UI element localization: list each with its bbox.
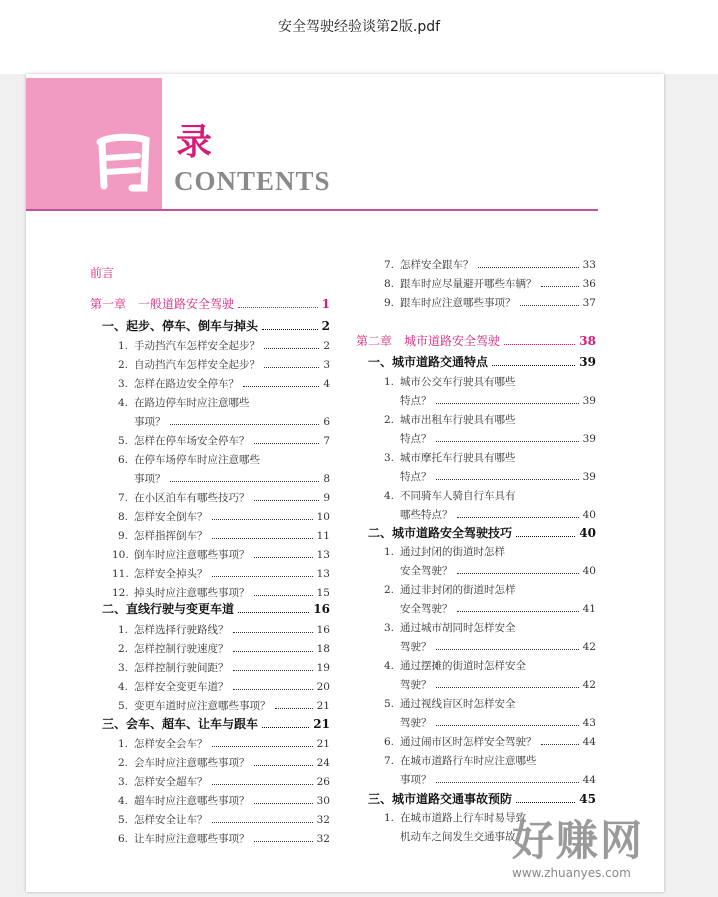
toc-item[interactable] [112,660,330,675]
leader-dots [436,782,579,783]
viewer-title-bar [0,0,718,74]
toc-page-number: 42 [582,679,596,691]
leader-dots [233,651,313,652]
toc-entry-number: 3. [117,378,128,390]
toc-entry-number: 8. [117,511,128,523]
toc-page-number: 41 [582,603,596,615]
toc-page-number: 11 [316,530,330,542]
toc-section[interactable] [102,600,330,617]
toc-entry-number: 8. [383,278,394,290]
leader-dots [436,649,579,650]
toc-item[interactable] [112,490,330,505]
toc-item[interactable] [112,509,330,524]
toc-entry-text: 在城市道路上行车时易导致 [400,812,526,824]
toc-entry-number: 2. [117,359,128,371]
toc-page-number: 1 [321,297,330,311]
toc-entry-number: 3. [117,662,128,674]
toc-page-number: 32 [316,833,330,845]
toc-entry-line[interactable] [112,452,260,467]
toc-item[interactable] [378,601,596,616]
toc-item[interactable] [112,433,330,448]
leader-dots [212,822,313,823]
toc-page-number: 30 [316,795,330,807]
toc-item[interactable] [378,276,596,291]
toc-entry-number: 5. [117,435,128,447]
toc-entry-text: 7. 怎样安全跟车？ [378,257,474,272]
watermark [500,808,710,888]
toc-item[interactable] [112,471,330,486]
toc-section[interactable] [368,790,596,807]
toc-entry-text: 机动车之间发生交通事故 [400,831,516,843]
toc-item[interactable] [112,414,330,429]
leader-dots [254,500,320,501]
toc-entry-number: 4. [383,660,394,672]
toc-entry-text: 1. 怎样安全会车？ [112,736,208,751]
toc-entry-line[interactable] [378,620,516,635]
heading-character: 录 [176,121,213,163]
toc-item[interactable] [378,393,596,408]
toc-entry-text: 7. 在小区泊车有哪些技巧？ [112,490,250,505]
toc-entry-number: 3. [383,622,394,634]
toc-entry-text: 哪些特点？ [400,509,453,521]
toc-page-number: 39 [582,433,596,445]
leader-dots [170,424,320,425]
toc-entry-text: 10. 倒车时应注意哪些事项？ [112,549,250,561]
toc-item[interactable] [112,812,330,827]
toc-entry-text: 5. 怎样在停车场安全停车？ [112,433,250,448]
toc-entry-text: 二、直线行驶与变更车道 [102,602,235,616]
leader-dots [254,841,313,842]
toc-page-number: 6 [323,416,330,428]
leader-dots [436,441,579,442]
toc-entry-number: 6. [117,454,128,466]
toc-entry-text: 通过摆摊的街道时怎样安全 [400,660,526,672]
leader-dots [212,538,313,539]
toc-entry-number: 1. [383,546,394,558]
toc-entry-number: 1. [117,340,128,352]
toc-entry-number: 6. [383,736,394,748]
leader-dots [233,632,313,633]
toc-entry-number: 6. [117,833,128,845]
toc-item[interactable] [112,566,330,581]
toc-entry-text: 4. 超车时应注意哪些事项？ [112,793,250,808]
toc-page-number: 33 [582,259,596,271]
toc-page-number: 21 [313,717,330,731]
toc-entry-text: 第一章 一般道路安全驾驶 [90,297,235,311]
toc-entry-text: 6. 让车时应注意哪些事项？ [112,831,250,846]
toc-entry-text: 三、城市道路交通事故预防 [368,792,513,806]
leader-dots [254,765,313,766]
leader-dots [436,403,579,404]
leader-dots [457,611,579,612]
toc-entry-number: 5. [117,700,128,712]
toc-page-number: 20 [316,681,330,693]
toc-page-number: 32 [316,814,330,826]
toc-item[interactable] [112,736,330,751]
toc-entry-line[interactable] [378,412,516,427]
toc-entry-number: 12. [112,587,129,599]
leader-dots [520,305,579,306]
toc-entry-text: 11. 怎样安全掉头？ [112,568,208,580]
toc-page-number: 3 [323,359,330,371]
toc-item[interactable] [112,528,330,543]
toc-page-number: 9 [323,492,330,504]
toc-entry-text: 2. 会车时应注意哪些事项？ [112,755,250,770]
toc-entry-number: 7. [117,492,128,504]
toc-preface[interactable]: 前言 [90,266,115,280]
toc-page-number: 2 [321,319,330,333]
toc-entry-number: 4. [117,795,128,807]
toc-entry-number: 4. [383,490,394,502]
leader-dots [436,479,579,480]
leader-dots [212,746,313,747]
toc-page-number: 38 [579,334,596,348]
toc-page-number: 8 [323,473,330,485]
leader-dots [478,267,579,268]
toc-chapter-1[interactable] [90,295,330,312]
leader-dots [516,802,575,803]
toc-entry-number: 3. [383,452,394,464]
watermark-logo: 好赚网 [512,816,645,865]
toc-page-number: 36 [582,278,596,290]
leader-dots [233,670,313,671]
leader-dots [457,517,579,518]
toc-entry-text: 在城市道路行车时应注意哪些 [400,755,537,767]
toc-item[interactable] [112,774,330,789]
leader-dots [212,784,313,785]
leader-dots [264,348,319,349]
leader-dots [238,307,318,308]
toc-entry-text: 4. 怎样安全变更车道？ [112,679,229,694]
toc-page-number: 18 [316,643,330,655]
toc-section[interactable] [102,317,330,334]
toc-page-number: 13 [316,549,330,561]
toc-entry-line[interactable] [378,753,537,768]
leader-dots [492,365,575,366]
toc-entry-text: 特点？ [400,395,432,407]
toc-item[interactable] [378,295,596,310]
toc-entry-line[interactable] [400,829,516,844]
leader-dots [238,612,309,613]
toc-entry-text: 5. 怎样安全让车？ [112,812,208,827]
toc-entry-text: 不同骑车人骑自行车具有 [400,490,516,502]
watermark-url: www.zhuanyes.com [512,866,631,880]
table-of-contents [26,74,664,892]
toc-entry-line[interactable] [378,658,526,673]
toc-item[interactable] [112,622,330,637]
toc-item[interactable] [378,677,596,692]
leader-dots [541,744,579,745]
toc-entry-text: 城市公交车行驶具有哪些 [400,376,516,388]
toc-page-number: 16 [313,602,330,616]
toc-item[interactable] [378,639,596,654]
toc-entry-number: 1. [383,376,394,388]
toc-entry-text: 12. 掉头时应注意哪些事项？ [112,587,250,599]
toc-entry-text: 城市出租车行驶具有哪些 [400,414,516,426]
toc-entry-text: 在停车场停车时应注意哪些 [134,454,260,466]
toc-item[interactable] [112,831,330,846]
toc-entry-text: 二、城市道路安全驾驶技巧 [368,526,513,540]
toc-item[interactable] [378,734,596,749]
toc-entry-text: 3. 怎样安全超车？ [112,774,208,789]
toc-entry-text: 1. 怎样选择行驶路线？ [112,622,229,637]
toc-entry-text: 驾驶？ [400,717,432,729]
leader-dots [254,557,313,558]
toc-item[interactable] [112,679,330,694]
toc-page-number: 7 [323,435,330,447]
toc-entry-text: 特点？ [400,433,432,445]
toc-entry-text: 9. 跟车时应注意哪些事项？ [378,295,516,310]
toc-entry-text: 事项？ [134,473,166,485]
toc-item[interactable] [112,698,330,713]
toc-section[interactable] [368,524,596,541]
toc-page-number: 21 [316,700,330,712]
toc-entry-text: 通过非封闭的街道时怎样 [400,584,516,596]
leader-dots [504,344,575,345]
toc-entry-number: 11. [112,568,129,580]
toc-section[interactable] [102,715,330,732]
leader-dots [212,576,313,577]
toc-entry-number: 2. [383,584,394,596]
toc-entry-text: 事项？ [400,774,432,786]
toc-entry-number: 2. [117,757,128,769]
toc-entry-number: 3. [117,776,128,788]
toc-entry-text: 8. 跟车时应尽量避开哪些车辆？ [378,276,537,291]
toc-entry-text: 6. 通过闹市区时怎样安全驾驶？ [378,734,537,749]
toc-entry-number: 4. [117,397,128,409]
toc-entry-number: 4. [117,681,128,693]
toc-item[interactable] [378,563,596,578]
leader-dots [262,727,309,728]
toc-page-number: 19 [316,662,330,674]
toc-entry-text: 安全驾驶？ [400,565,453,577]
toc-entry-number: 7. [383,755,394,767]
toc-entry-text: 在路边停车时应注意哪些 [134,397,250,409]
toc-entry-text: 城市摩托车行驶具有哪些 [400,452,516,464]
leader-dots [436,725,579,726]
toc-entry-text: 一、城市道路交通特点 [368,355,489,369]
toc-page-number: 15 [316,587,330,599]
leader-dots [254,595,313,596]
toc-page-number: 45 [579,792,596,806]
leader-dots [212,519,313,520]
toc-page-number: 37 [582,297,596,309]
toc-item[interactable] [378,257,596,272]
toc-page-number: 40 [582,565,596,577]
leader-dots [541,286,579,287]
leader-dots [243,386,319,387]
toc-section[interactable] [368,353,596,370]
toc-entry-line[interactable] [378,374,516,389]
toc-entry-line[interactable] [378,544,505,559]
toc-page-number: 10 [316,511,330,523]
leader-dots [457,573,579,574]
toc-page-number: 44 [582,774,596,786]
toc-page-number: 40 [579,526,596,540]
toc-entry-text: 三、会车、超车、让车与跟车 [102,717,259,731]
toc-entry-text: 通过视线盲区时怎样安全 [400,698,516,710]
toc-page-number: 39 [582,471,596,483]
toc-page-number: 39 [582,395,596,407]
toc-page-number: 42 [582,641,596,653]
leader-dots [264,367,319,368]
toc-entry-number: 2. [117,643,128,655]
leader-dots [262,329,318,330]
pdf-page [26,74,664,892]
toc-page-number: 40 [582,509,596,521]
toc-entry-text: 9. 怎样指挥倒车？ [112,528,208,543]
toc-item[interactable] [112,357,330,372]
toc-entry-line[interactable] [378,696,516,711]
toc-entry-text: 3. 怎样在路边安全停车？ [112,376,239,391]
toc-entry-number: 5. [383,698,394,710]
toc-item[interactable] [112,376,330,391]
toc-entry-number: 1. [117,624,128,636]
toc-entry-number: 7. [383,259,394,271]
toc-page-number: 21 [316,738,330,750]
toc-page-number: 16 [316,624,330,636]
toc-entry-text: 通过封闭的街道时怎样 [400,546,505,558]
toc-entry-text: 一、起步、停车、倒车与掉头 [102,319,259,333]
toc-entry-line[interactable] [112,395,250,410]
toc-page-number: 44 [582,736,596,748]
toc-page-number: 26 [316,776,330,788]
toc-chapter-2[interactable] [356,332,596,349]
toc-entry-text: 2. 怎样控制行驶速度？ [112,641,229,656]
toc-entry-number: 2. [383,414,394,426]
toc-entry-text: 8. 怎样安全倒车？ [112,509,208,524]
toc-item[interactable] [112,793,330,808]
toc-item[interactable] [112,547,330,562]
document-title: 安全驾驶经验谈第2版.pdf [277,19,441,35]
toc-entry-text: 事项？ [134,416,166,428]
toc-item[interactable] [378,469,596,484]
toc-entry-text: 驾驶？ [400,679,432,691]
toc-page-number: 2 [323,340,330,352]
toc-page-number: 13 [316,568,330,580]
toc-entry-line[interactable] [378,488,516,503]
leader-dots [233,689,313,690]
toc-entry-text: 通过城市胡同时怎样安全 [400,622,516,634]
toc-item[interactable] [378,772,596,787]
toc-entry-number: 1. [383,812,394,824]
toc-entry-number: 5. [117,814,128,826]
toc-entry-text: 特点？ [400,471,432,483]
toc-entry-number: 1. [117,738,128,750]
leader-dots [254,443,320,444]
toc-entry-text: 2. 自动挡汽车怎样安全起步？ [112,357,260,372]
toc-page-number: 24 [316,757,330,769]
toc-entry-text: 3. 怎样控制行驶间距？ [112,660,229,675]
toc-entry-text: 安全驾驶？ [400,603,453,615]
toc-entry-number: 9. [383,297,394,309]
toc-entry-text: 驾驶？ [400,641,432,653]
toc-entry-line[interactable] [378,450,516,465]
toc-entry-text: 第二章 城市道路安全驾驶 [356,334,501,348]
toc-entry-line[interactable] [378,582,516,597]
leader-dots [170,481,320,482]
toc-entry-number: 9. [117,530,128,542]
toc-item[interactable] [378,431,596,446]
toc-item[interactable] [112,641,330,656]
toc-page-number: 43 [582,717,596,729]
toc-item[interactable] [112,338,330,353]
toc-entry-number: 10. [112,549,129,561]
leader-dots [254,803,313,804]
toc-item[interactable] [378,715,596,730]
toc-page-number: 39 [579,355,596,369]
toc-item[interactable] [378,507,596,522]
leader-dots [436,687,579,688]
toc-item[interactable] [112,755,330,770]
leader-dots [275,708,313,709]
toc-entry-text: 1. 手动挡汽车怎样安全起步？ [112,338,260,353]
contents-heading: CONTENTS [174,166,331,196]
toc-page-number: 4 [323,378,330,390]
leader-dots [516,536,575,537]
toc-item[interactable] [112,585,330,600]
toc-entry-text: 5. 变更车道时应注意哪些事项？ [112,698,271,713]
